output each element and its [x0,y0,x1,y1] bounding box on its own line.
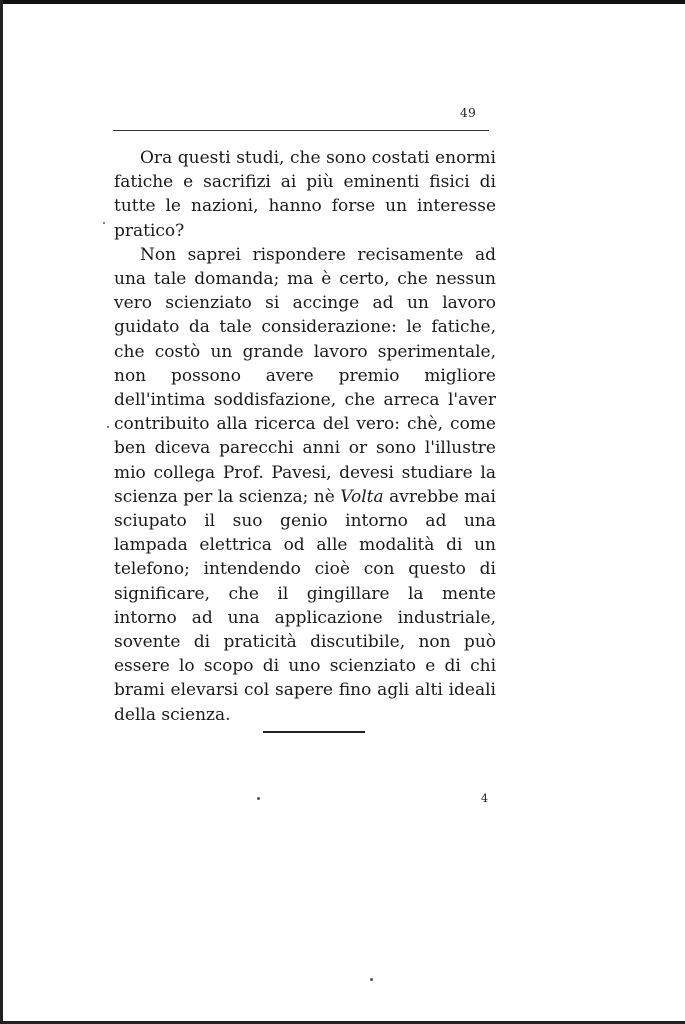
page-number: 49 [460,106,477,120]
scan-speck [370,978,373,981]
closing-rule [263,731,365,733]
paragraph-2-italic-name: Volta [340,486,384,507]
header-rule [113,130,489,131]
scan-speck [103,222,105,224]
scan-speck [257,797,260,800]
paragraph-2-text-a: Non saprei rispondere recisamente ad una tale domanda; ma è certo, che nessun vero scienziato si accinge ad un lavoro guidato da tale considerazione: le fatiche, che costò un grande lavoro sperimentale, non possono avere premio migliore dell'intima soddisfazione, che arreca l'aver contribuito alla ricerca del vero: chè, come ben diceva parecchi anni or sono l'illustre mio collega Prof. Pavesi, devesi studiare la scienza per la scienza; nè [114,244,496,507]
scan-left-edge [0,0,3,1024]
scan-speck [107,426,109,428]
signature-mark: 4 [481,792,488,805]
paragraph-2 [114,243,496,727]
paragraph-2-text-b: avrebbe mai sciupato il suo genio intorno ad una lampada elettrica od alle modalità di un telefono; intendendo cioè con questo di significare, che il gingillare la mente intorno ad una applicazione industriale, sovente di praticità discutibile, non può essere lo scopo di uno scienziato e di chi brami elevarsi col sapere fino agli alti ideali della scienza. [114,486,496,725]
paragraph-1: Ora questi studi, che sono costati enormi fatiche e sacrifizi ai più eminenti fisici di tutte le nazioni, hanno forse un interesse pratico? [114,148,496,241]
scan-top-edge [0,0,685,4]
body-text [114,146,496,727]
